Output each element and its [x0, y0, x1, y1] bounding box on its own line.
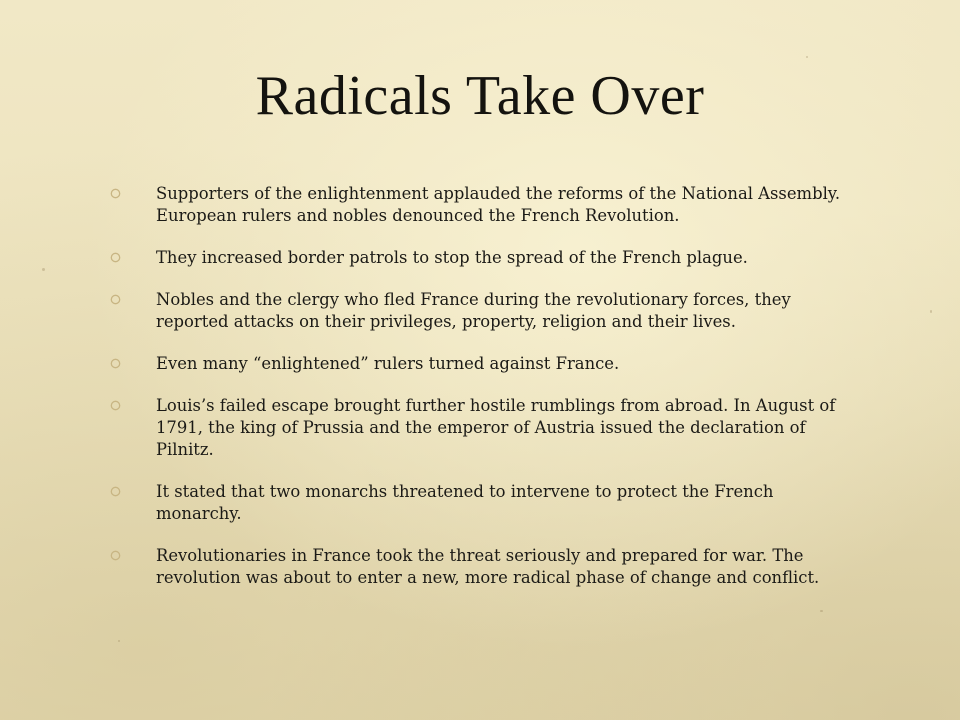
- bullet-text: Supporters of the enlightenment applauded the reforms of the National Assembly. European rulers and nobles denounced the French Revolution.: [156, 184, 841, 225]
- slide-title: Radicals Take Over: [255, 65, 705, 127]
- bullet-item: [110, 395, 855, 461]
- open-circle-bullet-icon: [110, 486, 121, 497]
- bullet-text: Louis’s failed escape brought further hostile rumblings from abroad. In August of 1791, the king of Prussia and the emperor of Austria issued the declaration of Pilnitz.: [156, 396, 836, 459]
- open-circle-bullet-icon: [110, 358, 121, 369]
- bullet-text: They increased border patrols to stop the spread of the French plague.: [156, 248, 748, 267]
- paper-speck: [806, 56, 808, 58]
- paper-speck: [42, 268, 45, 271]
- bullet-text: Revolutionaries in France took the threat seriously and prepared for war. The revolution was about to enter a new, more radical phase of change and conflict.: [156, 546, 820, 587]
- bullet-list: [110, 183, 855, 609]
- open-circle-bullet-icon: [110, 294, 121, 305]
- bullet-item: [110, 353, 855, 375]
- bullet-item: [110, 481, 855, 525]
- bullet-text: Even many “enlightened” rulers turned against France.: [156, 354, 620, 373]
- open-circle-bullet-icon: [110, 550, 121, 561]
- open-circle-bullet-icon: [110, 400, 121, 411]
- open-circle-bullet-icon: [110, 188, 121, 199]
- bullet-item: [110, 289, 855, 333]
- bullet-item: [110, 247, 855, 269]
- bullet-text: Nobles and the clergy who fled France during the revolutionary forces, they reported attacks on their privileges, property, religion and their lives.: [156, 290, 791, 331]
- paper-speck: [820, 610, 823, 612]
- bullet-text: It stated that two monarchs threatened to intervene to protect the French monarchy.: [156, 482, 774, 523]
- bullet-item: [110, 545, 855, 589]
- paper-speck: [118, 640, 120, 642]
- bullet-item: [110, 183, 855, 227]
- paper-speck: [930, 310, 932, 313]
- open-circle-bullet-icon: [110, 252, 121, 263]
